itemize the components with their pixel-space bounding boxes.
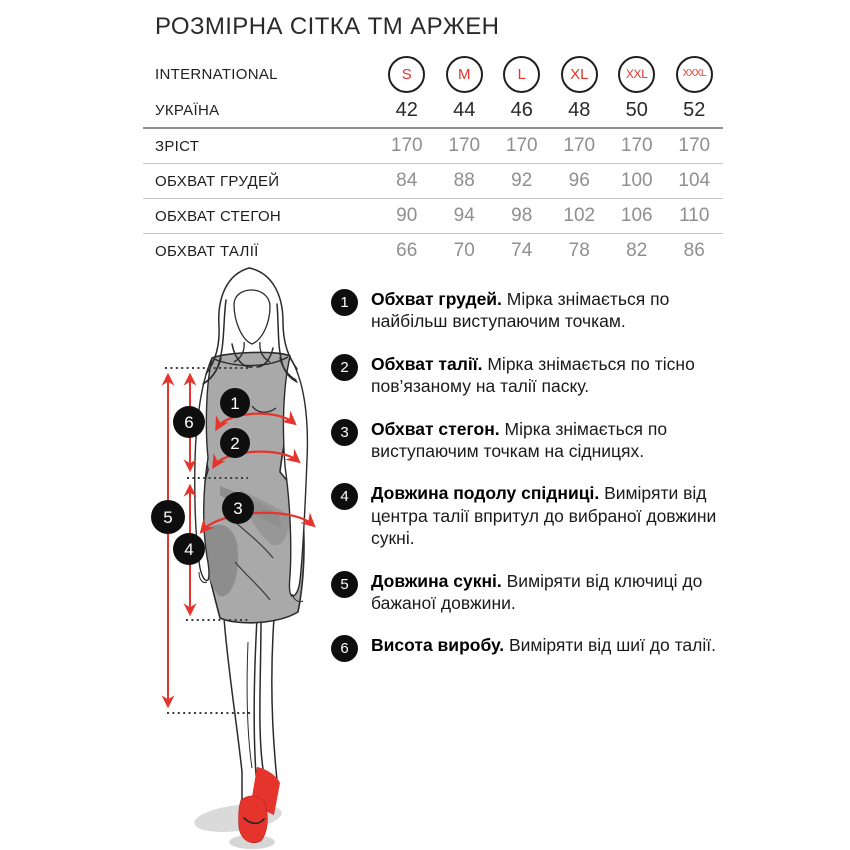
- note-text: Довжина сукні. Виміряти від ключиці до бажаної довжини.: [371, 570, 703, 613]
- size-cell: 96: [568, 170, 590, 191]
- note-number-badge: 4: [331, 483, 358, 510]
- row-label: ЗРІСТ: [155, 137, 200, 155]
- ukraine-size: 50: [625, 98, 648, 121]
- size-badge-l: L: [503, 56, 540, 93]
- note-text: Довжина подолу спідниці. Виміряти від центра талії впритул до вибраної довжини сукні.: [371, 483, 717, 549]
- size-cell: 170: [563, 135, 596, 156]
- size-cell: 82: [626, 240, 648, 261]
- marker-badge: [220, 388, 250, 418]
- page-title: РОЗМІРНА СІТКА ТМ АРЖЕН: [155, 13, 500, 40]
- row-label: ОБХВАТ ГРУДЕЙ: [155, 172, 280, 190]
- table-row-hips: [143, 198, 723, 233]
- svg-text:6: 6: [184, 413, 194, 432]
- size-cell: 170: [390, 135, 423, 156]
- size-cell: 98: [511, 205, 533, 226]
- note-number-badge: 5: [331, 571, 358, 598]
- ukraine-size: 42: [395, 98, 418, 121]
- note-number-badge: 2: [331, 354, 358, 381]
- note-text: Обхват грудей. Мірка знімається по найбільш виступаючим точкам.: [371, 289, 670, 332]
- size-cell: 66: [396, 240, 418, 261]
- marker-badge: [173, 406, 205, 438]
- size-cell: 110: [679, 205, 710, 226]
- figure-head: [203, 268, 297, 384]
- ukraine-label: УКРАЇНА: [155, 101, 220, 119]
- size-cell: 70: [453, 240, 475, 261]
- size-cell: 86: [683, 240, 705, 261]
- row-label: ОБХВАТ СТЕГОН: [155, 207, 282, 225]
- svg-text:1: 1: [230, 394, 240, 413]
- size-cell: 104: [678, 170, 711, 191]
- ukraine-size: 52: [683, 98, 706, 121]
- svg-text:3: 3: [233, 499, 243, 518]
- measurement-note: [331, 570, 727, 615]
- marker-badge: [173, 533, 205, 565]
- measurement-note: [331, 288, 727, 333]
- size-cell: 74: [511, 240, 533, 261]
- table-row-height: [143, 127, 723, 163]
- measurement-note: [331, 353, 727, 398]
- measurement-note: [331, 418, 727, 463]
- dress-figure-illustration: [140, 262, 345, 850]
- size-badge-xxxl: XXXL: [676, 56, 713, 93]
- size-table: [143, 55, 723, 268]
- marker-badge: [222, 492, 254, 524]
- note-number-badge: 1: [331, 289, 358, 316]
- size-cell: 170: [678, 135, 711, 156]
- measurement-note: [331, 634, 727, 662]
- size-badge-m: M: [446, 56, 483, 93]
- note-text: Обхват стегон. Мірка знімається по виступаючим точкам на сідницях.: [371, 418, 668, 461]
- ukraine-size: 46: [510, 98, 533, 121]
- svg-text:4: 4: [184, 540, 194, 559]
- size-cell: 94: [453, 205, 475, 226]
- size-cell: 84: [396, 170, 418, 191]
- svg-text:5: 5: [163, 508, 173, 527]
- note-number-badge: 6: [331, 635, 358, 662]
- size-cell: 170: [620, 135, 653, 156]
- marker-badge: [220, 428, 250, 458]
- measurement-notes: [331, 288, 727, 682]
- measurement-note: [331, 482, 727, 549]
- size-cell: 88: [453, 170, 475, 191]
- international-label: INTERNATIONAL: [155, 65, 278, 83]
- size-cell: 90: [396, 205, 418, 226]
- row-label: ОБХВАТ ТАЛІЇ: [155, 242, 259, 260]
- size-badge-xxl: XXL: [618, 56, 655, 93]
- size-cell: 106: [620, 205, 653, 226]
- ukraine-size: 48: [568, 98, 591, 121]
- svg-text:2: 2: [230, 434, 240, 453]
- table-row-chest: [143, 163, 723, 198]
- size-cell: 102: [563, 205, 596, 226]
- ukraine-size: 44: [453, 98, 476, 121]
- size-cell: 170: [448, 135, 481, 156]
- international-row: [143, 55, 723, 93]
- marker-badge: [151, 500, 185, 534]
- ukraine-row: [143, 93, 723, 127]
- note-text: Висота виробу. Виміряти від шиї до талії.: [371, 635, 716, 656]
- note-text: Обхват талії. Мірка знімається по тісно пов’язаному на талії паску.: [371, 353, 695, 397]
- size-cell: 92: [511, 170, 533, 191]
- size-badge-xl: XL: [561, 56, 598, 93]
- size-cell: 78: [568, 240, 590, 261]
- size-cell: 100: [620, 170, 653, 191]
- size-cell: 170: [505, 135, 538, 156]
- size-badge-s: S: [388, 56, 425, 93]
- note-number-badge: 3: [331, 419, 358, 446]
